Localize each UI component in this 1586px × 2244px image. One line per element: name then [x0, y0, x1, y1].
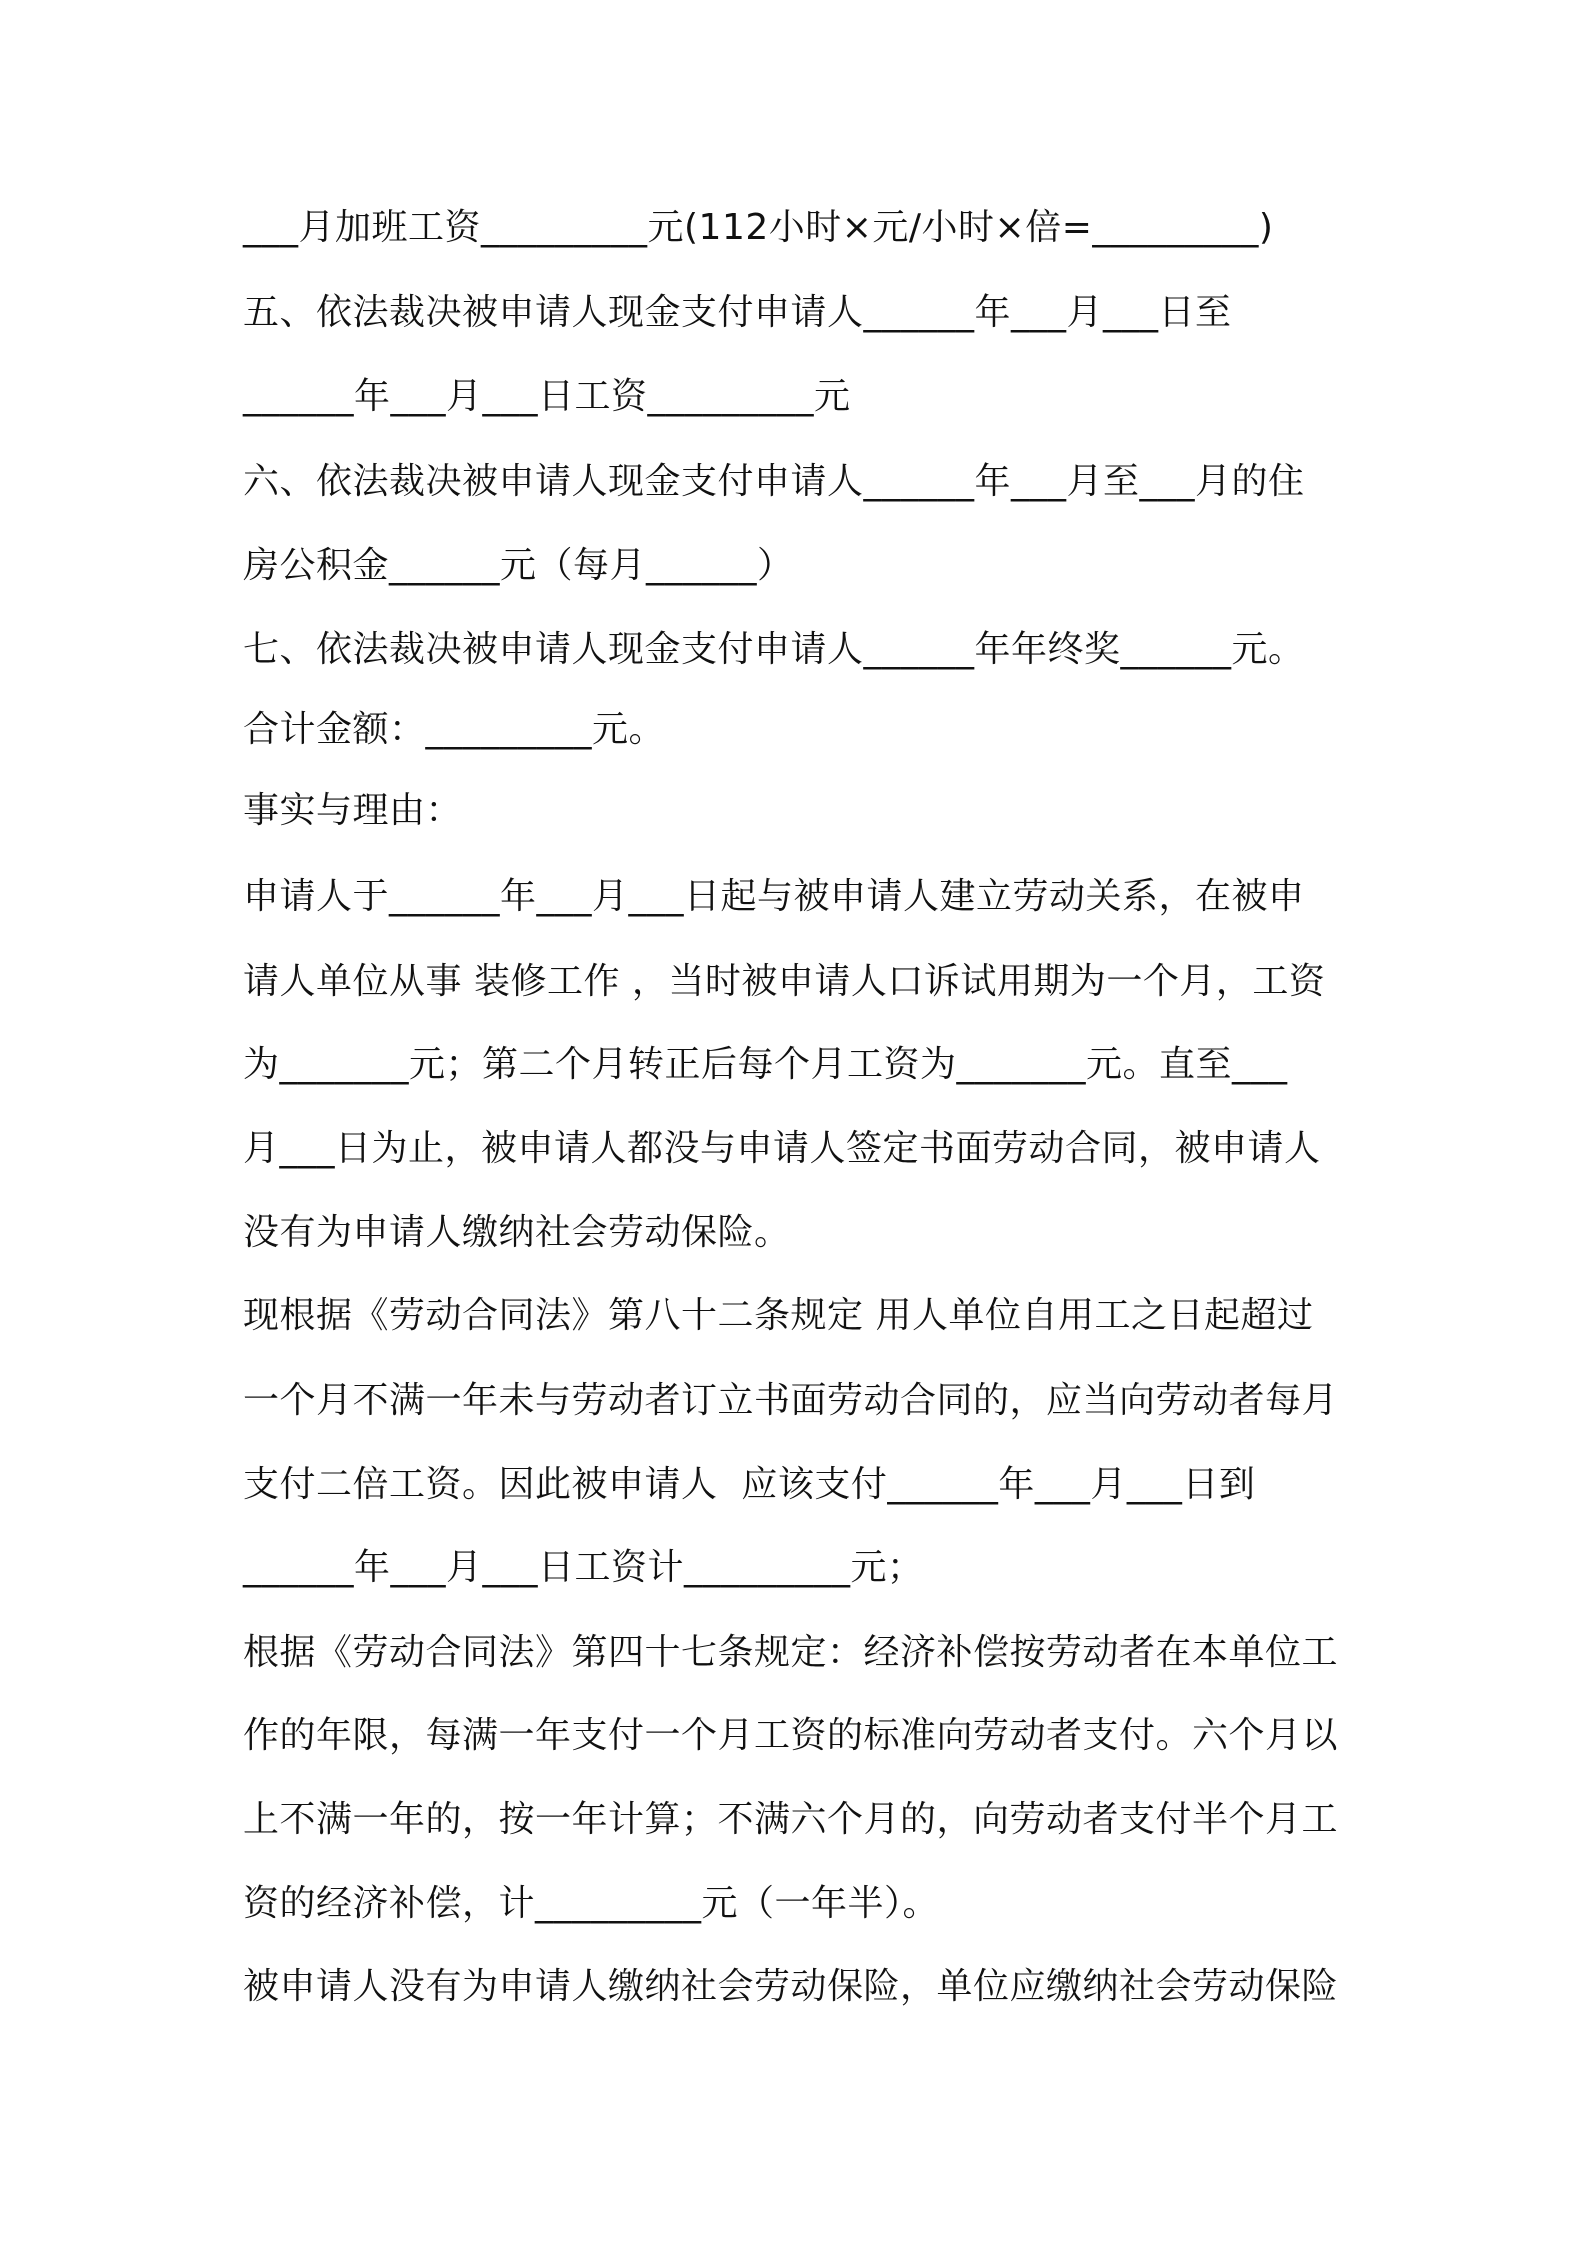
text-line: 房公积金______元（每月______）: [243, 545, 794, 586]
text-line: 六、依法裁决被申请人现金支付申请人______年___月至___月的住: [243, 461, 1305, 502]
text-line: 五、依法裁决被申请人现金支付申请人______年___月___日至: [243, 292, 1232, 333]
text-line: 为_______元；第二个月转正后每个月工资为_______元。直至___: [243, 1044, 1288, 1085]
text-line: 申请人于______年___月___日起与被申请人建立劳动关系，在被申: [243, 876, 1305, 917]
text-line: 作的年限，每满一年支付一个月工资的标准向劳动者支付。六个月以: [243, 1715, 1339, 1756]
text-line: 月___日为止，被申请人都没与申请人签定书面劳动合同，被申请人: [243, 1128, 1321, 1169]
text-line: 合计金额：_________元。: [243, 709, 666, 750]
text-line: 七、依法裁决被申请人现金支付申请人______年年终奖______元。: [243, 629, 1305, 670]
text-line: 现根据《劳动合同法》第八十二条规定 用人单位自用工之日起超过: [243, 1295, 1314, 1336]
text-line: 没有为申请人缴纳社会劳动保险。: [243, 1212, 791, 1253]
text-line: 一个月不满一年未与劳动者订立书面劳动合同的，应当向劳动者每月: [243, 1380, 1339, 1421]
text-line: 根据《劳动合同法》第四十七条规定：经济补偿按劳动者在本单位工: [243, 1632, 1339, 1673]
text-line: 被申请人没有为申请人缴纳社会劳动保险，单位应缴纳社会劳动保险: [243, 1966, 1339, 2007]
text-line: 上不满一年的，按一年计算；不满六个月的，向劳动者支付半个月工: [243, 1799, 1339, 1840]
text-line: 资的经济补偿，计_________元（一年半）。: [243, 1883, 940, 1924]
text-line: ______年___月___日工资_________元: [243, 376, 851, 417]
text-line: 支付二倍工资。因此被申请人 应该支付______年___月___日到: [243, 1464, 1256, 1505]
text-line: ___月加班工资_________元(112小时×元/小时×倍=_________): [243, 207, 1274, 248]
text-line: ______年___月___日工资计_________元；: [243, 1547, 924, 1588]
text-line: 请人单位从事 装修工作 ，当时被申请人口诉试用期为一个月，工资: [243, 961, 1326, 1002]
section-heading: 事实与理由：: [243, 790, 463, 831]
